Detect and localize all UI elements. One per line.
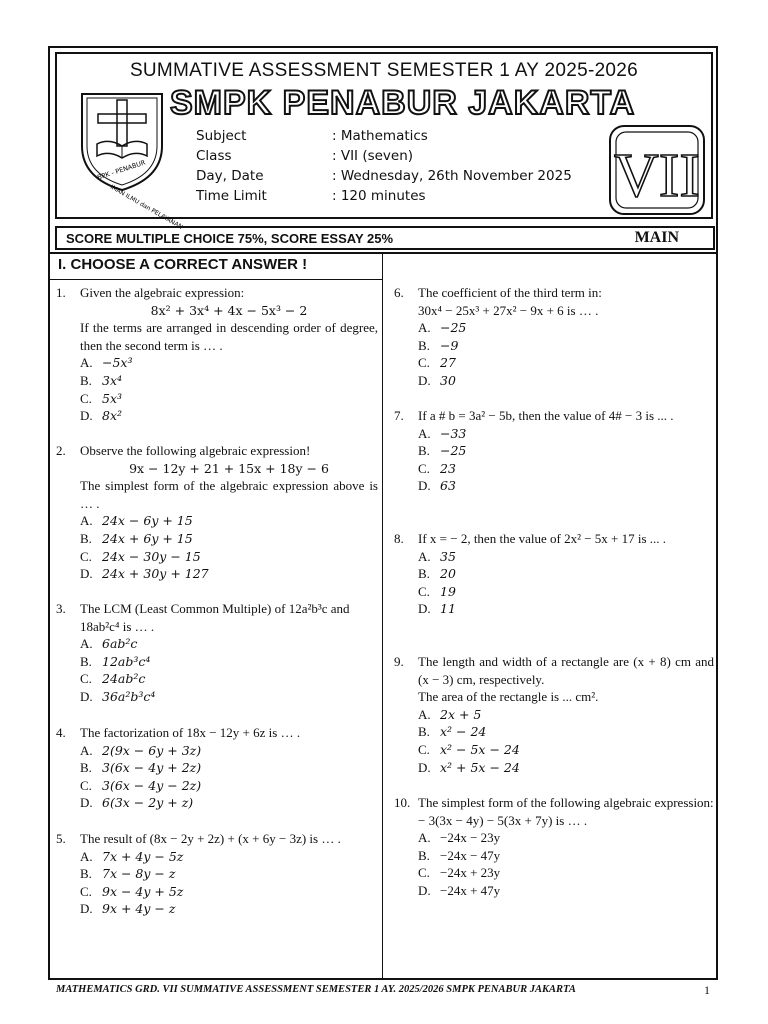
question-stem-cont: If the terms are arranged in descending order of degree, then the second term is … . bbox=[80, 320, 378, 353]
info-label-subject: Subject bbox=[196, 128, 247, 144]
question-number: 9. bbox=[394, 654, 404, 669]
option-a[interactable]: A. −5x³ bbox=[80, 355, 133, 371]
option-b[interactable]: B. 12ab³c⁴ bbox=[80, 653, 151, 669]
option-c[interactable]: C. 23 bbox=[418, 460, 456, 476]
question-number: 8. bbox=[394, 531, 404, 546]
question-number: 1. bbox=[56, 285, 66, 300]
option-a[interactable]: A. 2x + 5 bbox=[418, 706, 482, 722]
option-a[interactable]: A. 2(9x − 6y + 3z) bbox=[80, 742, 202, 758]
option-b[interactable]: B. −24x − 47y bbox=[418, 847, 501, 863]
score-bar bbox=[55, 226, 715, 250]
question-number: 3. bbox=[56, 601, 66, 616]
option-b[interactable]: B. 7x − 8y − z bbox=[80, 866, 176, 882]
option-c[interactable]: C. 19 bbox=[418, 583, 456, 599]
option-b[interactable]: B. 24x + 6y + 15 bbox=[80, 530, 193, 546]
option-d[interactable]: D. 8x² bbox=[80, 408, 123, 424]
question-stem: Given the algebraic expression: bbox=[80, 285, 245, 300]
option-c[interactable]: C. 9x − 4y + 5z bbox=[80, 883, 184, 899]
option-d[interactable]: D. x² + 5x − 24 bbox=[418, 759, 520, 775]
question-stem: If x = − 2, then the value of 2x² − 5x + 17 is ... . bbox=[418, 531, 667, 546]
option-b[interactable]: B. −25 bbox=[418, 443, 467, 459]
version-label: MAIN bbox=[634, 229, 679, 246]
section-header bbox=[50, 253, 382, 280]
option-c[interactable]: C. x² − 5x − 24 bbox=[418, 741, 520, 757]
section-title: I. CHOOSE A CORRECT ANSWER ! bbox=[58, 256, 308, 273]
question-stem: The length and width of a rectangle are (x + 8) cm and (x − 3) cm, respectively. bbox=[418, 654, 714, 687]
question-stem: The simplest form of the following algebraic expression: bbox=[418, 795, 714, 810]
option-a[interactable]: A. 7x + 4y − 5z bbox=[80, 848, 184, 864]
question-stem: The factorization of 18x − 12y + 6z is … . bbox=[80, 725, 301, 740]
option-d[interactable]: D. 30 bbox=[418, 372, 456, 388]
question-stem: The result of (8x − 2y + 2z) + (x + 6y − 3z) is … . bbox=[80, 831, 341, 846]
footer-text: MATHEMATICS GRD. VII SUMMATIVE ASSESSMENT SEMESTER 1 AY. 2025/2026 SMPK PENABUR JAKARTA bbox=[56, 984, 576, 995]
info-label-time: Time Limit bbox=[196, 188, 267, 204]
info-value-class: : VII (seven) bbox=[332, 148, 414, 164]
info-label-class: Class bbox=[196, 148, 232, 164]
option-b[interactable]: B. 3(6x − 4y + 2z) bbox=[80, 760, 202, 776]
option-a[interactable]: A. 35 bbox=[418, 548, 456, 564]
option-d[interactable]: D. 24x + 30y + 127 bbox=[80, 566, 209, 582]
class-badge bbox=[608, 124, 706, 216]
question-number: 10. bbox=[394, 795, 411, 810]
option-d[interactable]: D. 63 bbox=[418, 478, 456, 494]
logo-motto: IMAN ILMU dan PELAYANAN bbox=[109, 183, 184, 231]
info-value-date: : Wednesday, 26th November 2025 bbox=[332, 168, 572, 184]
question-number: 7. bbox=[394, 408, 404, 423]
option-c[interactable]: C. 3(6x − 4y − 2z) bbox=[80, 777, 202, 793]
info-value-time: : 120 minutes bbox=[332, 188, 426, 204]
question-stem: Observe the following algebraic expression! bbox=[80, 443, 311, 458]
question-stem: If a # b = 3a² − 5b, then the value of 4# − 3 is ... . bbox=[418, 408, 674, 423]
school-name: SMPK PENABUR JAKARTA bbox=[170, 84, 636, 122]
option-d[interactable]: D. 6(3x − 2y + z) bbox=[80, 795, 194, 811]
school-logo bbox=[72, 86, 184, 231]
option-b[interactable]: B. −9 bbox=[418, 337, 459, 353]
option-a[interactable]: A. −25 bbox=[418, 320, 467, 336]
option-a[interactable]: A. 6ab²c bbox=[80, 636, 138, 652]
column-divider bbox=[382, 252, 383, 978]
question-expression: 9x − 12y + 21 + 15x + 18y − 6 bbox=[129, 460, 329, 476]
question-number: 4. bbox=[56, 725, 66, 740]
option-d[interactable]: D. 9x + 4y − z bbox=[80, 901, 176, 917]
question-stem-cont: The simplest form of the algebraic expression above is … . bbox=[80, 478, 378, 511]
info-label-date: Day, Date bbox=[196, 168, 264, 184]
info-value-subject: : Mathematics bbox=[332, 128, 428, 144]
question-expression: 8x² + 3x⁴ + 4x − 5x³ − 2 bbox=[150, 302, 308, 318]
option-c[interactable]: C. 24x − 30y − 15 bbox=[80, 548, 201, 564]
option-d[interactable]: D. 36a²b³c⁴ bbox=[80, 688, 156, 704]
option-a[interactable]: A. −24x − 23y bbox=[418, 830, 501, 846]
option-c[interactable]: C. 27 bbox=[418, 355, 456, 371]
option-c[interactable]: C. −24x + 23y bbox=[418, 865, 501, 881]
question-number: 6. bbox=[394, 285, 404, 300]
option-b[interactable]: B. x² − 24 bbox=[418, 724, 487, 740]
option-b[interactable]: B. 20 bbox=[418, 566, 456, 582]
question-number: 5. bbox=[56, 831, 66, 846]
exam-info bbox=[196, 128, 572, 208]
page-number: 1 bbox=[704, 983, 710, 997]
question-stem: The LCM (Least Common Multiple) of 12a²b³c and 18ab²c⁴ is … . bbox=[80, 601, 350, 634]
question-stem: The coefficient of the third term in: bbox=[418, 285, 602, 300]
option-a[interactable]: A. 24x − 6y + 15 bbox=[80, 513, 193, 529]
option-c[interactable]: C. 24ab²c bbox=[80, 671, 146, 687]
score-text: SCORE MULTIPLE CHOICE 75%, SCORE ESSAY 25% bbox=[66, 231, 394, 246]
question-expression: 30x⁴ − 25x³ + 27x² − 9x + 6 is … . bbox=[418, 302, 599, 318]
logo-text: BPK - PENABUR bbox=[96, 158, 147, 182]
option-c[interactable]: C. 5x³ bbox=[80, 390, 123, 406]
option-b[interactable]: B. 3x⁴ bbox=[80, 372, 123, 388]
class-badge-text: VII bbox=[613, 142, 701, 210]
question-stem-cont: The area of the rectangle is ... cm². bbox=[418, 689, 599, 705]
option-d[interactable]: D. 11 bbox=[418, 601, 456, 617]
option-d[interactable]: D. −24x + 47y bbox=[418, 882, 501, 898]
question-expression: − 3(3x − 4y) − 5(3x + 7y) is … . bbox=[418, 812, 588, 828]
option-a[interactable]: A. −33 bbox=[418, 425, 467, 441]
question-number: 2. bbox=[56, 443, 66, 458]
assessment-title: SUMMATIVE ASSESSMENT SEMESTER 1 AY 2025-2026 bbox=[129, 60, 639, 81]
